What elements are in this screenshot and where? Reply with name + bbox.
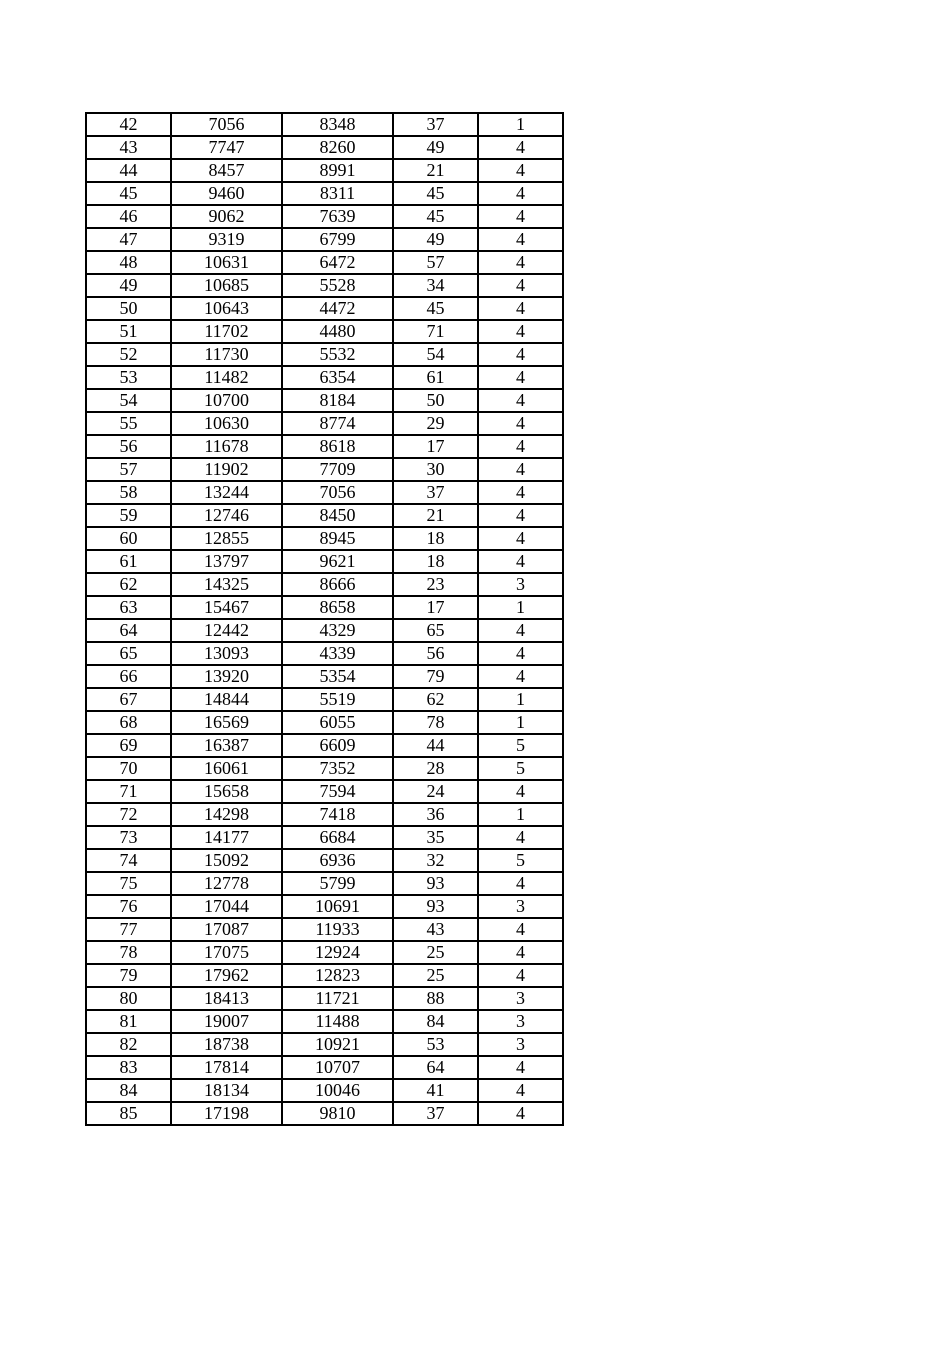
table-cell: 28 <box>393 757 478 780</box>
table-cell: 4 <box>478 274 563 297</box>
table-cell: 14844 <box>171 688 282 711</box>
table-cell: 30 <box>393 458 478 481</box>
table-cell: 50 <box>393 389 478 412</box>
table-cell: 4 <box>478 780 563 803</box>
table-cell: 8618 <box>282 435 393 458</box>
table-cell: 64 <box>86 619 171 642</box>
table-cell: 4 <box>478 228 563 251</box>
table-row <box>86 941 563 964</box>
table-cell: 4 <box>478 435 563 458</box>
table-cell: 10631 <box>171 251 282 274</box>
table-row <box>86 297 563 320</box>
table-cell: 75 <box>86 872 171 895</box>
table-cell: 88 <box>393 987 478 1010</box>
table-cell: 10707 <box>282 1056 393 1079</box>
table-cell: 56 <box>393 642 478 665</box>
table-cell: 3 <box>478 1010 563 1033</box>
table-cell: 54 <box>393 343 478 366</box>
table-cell: 53 <box>393 1033 478 1056</box>
table-cell: 34 <box>393 274 478 297</box>
table-cell: 23 <box>393 573 478 596</box>
table-cell: 62 <box>393 688 478 711</box>
table-cell: 19007 <box>171 1010 282 1033</box>
table-cell: 4329 <box>282 619 393 642</box>
table-row <box>86 182 563 205</box>
table-cell: 66 <box>86 665 171 688</box>
table-cell: 6472 <box>282 251 393 274</box>
table-cell: 3 <box>478 573 563 596</box>
table-row <box>86 481 563 504</box>
table-row <box>86 826 563 849</box>
table-cell: 12778 <box>171 872 282 895</box>
table-cell: 6609 <box>282 734 393 757</box>
table-cell: 4 <box>478 481 563 504</box>
table-row <box>86 228 563 251</box>
table-cell: 5 <box>478 757 563 780</box>
table-cell: 64 <box>393 1056 478 1079</box>
table-cell: 7639 <box>282 205 393 228</box>
table-cell: 24 <box>393 780 478 803</box>
table-cell: 21 <box>393 504 478 527</box>
table-cell: 4 <box>478 918 563 941</box>
table-cell: 17 <box>393 596 478 619</box>
table-cell: 8658 <box>282 596 393 619</box>
table-cell: 4 <box>478 1079 563 1102</box>
table-cell: 60 <box>86 527 171 550</box>
table-cell: 68 <box>86 711 171 734</box>
table-cell: 59 <box>86 504 171 527</box>
table-cell: 48 <box>86 251 171 274</box>
table-cell: 93 <box>393 872 478 895</box>
table-cell: 72 <box>86 803 171 826</box>
table-cell: 65 <box>86 642 171 665</box>
table-cell: 10046 <box>282 1079 393 1102</box>
table-cell: 17075 <box>171 941 282 964</box>
table-cell: 80 <box>86 987 171 1010</box>
table-cell: 17814 <box>171 1056 282 1079</box>
table-cell: 13093 <box>171 642 282 665</box>
table-cell: 7594 <box>282 780 393 803</box>
table-cell: 4 <box>478 182 563 205</box>
table-cell: 17 <box>393 435 478 458</box>
table-cell: 61 <box>393 366 478 389</box>
table-cell: 4 <box>478 320 563 343</box>
table-cell: 5532 <box>282 343 393 366</box>
table-cell: 29 <box>393 412 478 435</box>
table-cell: 93 <box>393 895 478 918</box>
table-cell: 4 <box>478 504 563 527</box>
table-cell: 76 <box>86 895 171 918</box>
table-cell: 78 <box>393 711 478 734</box>
table-cell: 6055 <box>282 711 393 734</box>
table-cell: 9319 <box>171 228 282 251</box>
table-cell: 10700 <box>171 389 282 412</box>
table-cell: 16387 <box>171 734 282 757</box>
table-cell: 4 <box>478 297 563 320</box>
table-cell: 4 <box>478 251 563 274</box>
table-cell: 1 <box>478 803 563 826</box>
table-cell: 44 <box>393 734 478 757</box>
table-cell: 8450 <box>282 504 393 527</box>
table-cell: 25 <box>393 941 478 964</box>
table-row <box>86 964 563 987</box>
table-row <box>86 1102 563 1125</box>
table-cell: 8666 <box>282 573 393 596</box>
table-row <box>86 619 563 642</box>
table-cell: 49 <box>393 136 478 159</box>
table-row <box>86 527 563 550</box>
table-cell: 84 <box>86 1079 171 1102</box>
table-cell: 41 <box>393 1079 478 1102</box>
table-cell: 11721 <box>282 987 393 1010</box>
table-row <box>86 504 563 527</box>
table-cell: 45 <box>393 205 478 228</box>
table-cell: 4 <box>478 366 563 389</box>
table-cell: 5519 <box>282 688 393 711</box>
table-cell: 57 <box>393 251 478 274</box>
table-row <box>86 389 563 412</box>
table-row <box>86 343 563 366</box>
table-cell: 13244 <box>171 481 282 504</box>
table-cell: 12855 <box>171 527 282 550</box>
table-cell: 14298 <box>171 803 282 826</box>
table-cell: 8348 <box>282 113 393 136</box>
table-cell: 3 <box>478 895 563 918</box>
table-row <box>86 1033 563 1056</box>
table-cell: 63 <box>86 596 171 619</box>
table-cell: 10630 <box>171 412 282 435</box>
table-cell: 12442 <box>171 619 282 642</box>
table-cell: 81 <box>86 1010 171 1033</box>
table-cell: 4 <box>478 941 563 964</box>
table-cell: 7747 <box>171 136 282 159</box>
table-cell: 4 <box>478 826 563 849</box>
table-cell: 6684 <box>282 826 393 849</box>
table-cell: 4 <box>478 1102 563 1125</box>
table-cell: 25 <box>393 964 478 987</box>
table-row <box>86 1079 563 1102</box>
table-cell: 8991 <box>282 159 393 182</box>
table-cell: 6936 <box>282 849 393 872</box>
table-cell: 4480 <box>282 320 393 343</box>
table-cell: 17087 <box>171 918 282 941</box>
table-cell: 1 <box>478 113 563 136</box>
table-row <box>86 1056 563 1079</box>
table-cell: 6799 <box>282 228 393 251</box>
table-cell: 21 <box>393 159 478 182</box>
table-row <box>86 872 563 895</box>
table-row <box>86 711 563 734</box>
table-cell: 11933 <box>282 918 393 941</box>
table-cell: 73 <box>86 826 171 849</box>
table-cell: 17044 <box>171 895 282 918</box>
table-cell: 35 <box>393 826 478 849</box>
table-cell: 8311 <box>282 182 393 205</box>
table-cell: 17962 <box>171 964 282 987</box>
table-cell: 50 <box>86 297 171 320</box>
table-row <box>86 274 563 297</box>
table-cell: 74 <box>86 849 171 872</box>
table-cell: 83 <box>86 1056 171 1079</box>
table-cell: 11730 <box>171 343 282 366</box>
table-cell: 9810 <box>282 1102 393 1125</box>
table-cell: 58 <box>86 481 171 504</box>
table-row <box>86 435 563 458</box>
table-row <box>86 849 563 872</box>
table-cell: 78 <box>86 941 171 964</box>
table-cell: 9460 <box>171 182 282 205</box>
table-cell: 1 <box>478 596 563 619</box>
table-row <box>86 205 563 228</box>
table-cell: 1 <box>478 711 563 734</box>
table-cell: 32 <box>393 849 478 872</box>
table-cell: 77 <box>86 918 171 941</box>
table-row <box>86 895 563 918</box>
table-cell: 11702 <box>171 320 282 343</box>
table-cell: 11902 <box>171 458 282 481</box>
table-row <box>86 918 563 941</box>
table-cell: 51 <box>86 320 171 343</box>
table-row <box>86 688 563 711</box>
table-cell: 12746 <box>171 504 282 527</box>
table-cell: 71 <box>393 320 478 343</box>
table-cell: 4 <box>478 136 563 159</box>
table-cell: 8774 <box>282 412 393 435</box>
table-cell: 4 <box>478 527 563 550</box>
table-cell: 5 <box>478 734 563 757</box>
table-cell: 4 <box>478 412 563 435</box>
table-row <box>86 573 563 596</box>
table-cell: 7418 <box>282 803 393 826</box>
table-cell: 84 <box>393 1010 478 1033</box>
table-cell: 37 <box>393 1102 478 1125</box>
table-cell: 4 <box>478 550 563 573</box>
table-cell: 56 <box>86 435 171 458</box>
table-cell: 8457 <box>171 159 282 182</box>
table-cell: 53 <box>86 366 171 389</box>
table-row <box>86 136 563 159</box>
table-cell: 61 <box>86 550 171 573</box>
table-cell: 18 <box>393 527 478 550</box>
table-body <box>86 113 563 1125</box>
table-cell: 14177 <box>171 826 282 849</box>
table-cell: 4 <box>478 1056 563 1079</box>
table-row <box>86 780 563 803</box>
table-cell: 45 <box>393 182 478 205</box>
table-cell: 7056 <box>282 481 393 504</box>
table-cell: 52 <box>86 343 171 366</box>
table-cell: 4 <box>478 642 563 665</box>
table-row <box>86 320 563 343</box>
table-cell: 79 <box>86 964 171 987</box>
table-cell: 5354 <box>282 665 393 688</box>
table-cell: 4 <box>478 964 563 987</box>
table-cell: 7352 <box>282 757 393 780</box>
data-table <box>85 112 564 1126</box>
table-cell: 4 <box>478 343 563 366</box>
table-cell: 5528 <box>282 274 393 297</box>
table-cell: 4 <box>478 665 563 688</box>
table-cell: 4 <box>478 205 563 228</box>
table-row <box>86 803 563 826</box>
table-row <box>86 1010 563 1033</box>
table-cell: 14325 <box>171 573 282 596</box>
table-row <box>86 642 563 665</box>
table-row <box>86 412 563 435</box>
table-cell: 45 <box>86 182 171 205</box>
table-row <box>86 458 563 481</box>
table-row <box>86 366 563 389</box>
table-cell: 16061 <box>171 757 282 780</box>
table-cell: 85 <box>86 1102 171 1125</box>
table-row <box>86 987 563 1010</box>
table-cell: 18134 <box>171 1079 282 1102</box>
table-cell: 37 <box>393 113 478 136</box>
table-cell: 43 <box>393 918 478 941</box>
table-cell: 8184 <box>282 389 393 412</box>
table-cell: 42 <box>86 113 171 136</box>
table-cell: 7709 <box>282 458 393 481</box>
table-cell: 11482 <box>171 366 282 389</box>
table-cell: 13797 <box>171 550 282 573</box>
table-cell: 10921 <box>282 1033 393 1056</box>
table-cell: 45 <box>393 297 478 320</box>
table-cell: 5 <box>478 849 563 872</box>
table-cell: 70 <box>86 757 171 780</box>
table-cell: 16569 <box>171 711 282 734</box>
table-cell: 4 <box>478 458 563 481</box>
table-cell: 18413 <box>171 987 282 1010</box>
table-cell: 36 <box>393 803 478 826</box>
table-cell: 54 <box>86 389 171 412</box>
table-cell: 4472 <box>282 297 393 320</box>
table-cell: 4 <box>478 619 563 642</box>
table-cell: 5799 <box>282 872 393 895</box>
table-cell: 37 <box>393 481 478 504</box>
table-cell: 6354 <box>282 366 393 389</box>
table-cell: 8945 <box>282 527 393 550</box>
table-cell: 12924 <box>282 941 393 964</box>
table-row <box>86 251 563 274</box>
table-cell: 18 <box>393 550 478 573</box>
table-cell: 71 <box>86 780 171 803</box>
table-row <box>86 113 563 136</box>
table-cell: 10643 <box>171 297 282 320</box>
table-cell: 3 <box>478 987 563 1010</box>
table-cell: 4339 <box>282 642 393 665</box>
table-row <box>86 734 563 757</box>
table-cell: 11678 <box>171 435 282 458</box>
table-cell: 15467 <box>171 596 282 619</box>
table-cell: 49 <box>393 228 478 251</box>
table-cell: 10685 <box>171 274 282 297</box>
table-cell: 47 <box>86 228 171 251</box>
table-cell: 18738 <box>171 1033 282 1056</box>
table-cell: 9621 <box>282 550 393 573</box>
table-cell: 7056 <box>171 113 282 136</box>
table-cell: 57 <box>86 458 171 481</box>
table-cell: 13920 <box>171 665 282 688</box>
table-cell: 15092 <box>171 849 282 872</box>
table-cell: 9062 <box>171 205 282 228</box>
table-row <box>86 757 563 780</box>
table-cell: 62 <box>86 573 171 596</box>
table-row <box>86 550 563 573</box>
table-cell: 4 <box>478 872 563 895</box>
table-cell: 79 <box>393 665 478 688</box>
table-cell: 17198 <box>171 1102 282 1125</box>
table-row <box>86 665 563 688</box>
table-cell: 11488 <box>282 1010 393 1033</box>
table-cell: 55 <box>86 412 171 435</box>
table-cell: 43 <box>86 136 171 159</box>
table-cell: 82 <box>86 1033 171 1056</box>
table-cell: 4 <box>478 159 563 182</box>
table-cell: 3 <box>478 1033 563 1056</box>
table-cell: 67 <box>86 688 171 711</box>
table-cell: 69 <box>86 734 171 757</box>
table-cell: 44 <box>86 159 171 182</box>
table-cell: 4 <box>478 389 563 412</box>
table-cell: 1 <box>478 688 563 711</box>
table-cell: 10691 <box>282 895 393 918</box>
table-cell: 65 <box>393 619 478 642</box>
table-cell: 15658 <box>171 780 282 803</box>
table-cell: 8260 <box>282 136 393 159</box>
table-cell: 12823 <box>282 964 393 987</box>
table-row <box>86 596 563 619</box>
table-cell: 46 <box>86 205 171 228</box>
table-cell: 49 <box>86 274 171 297</box>
table-row <box>86 159 563 182</box>
